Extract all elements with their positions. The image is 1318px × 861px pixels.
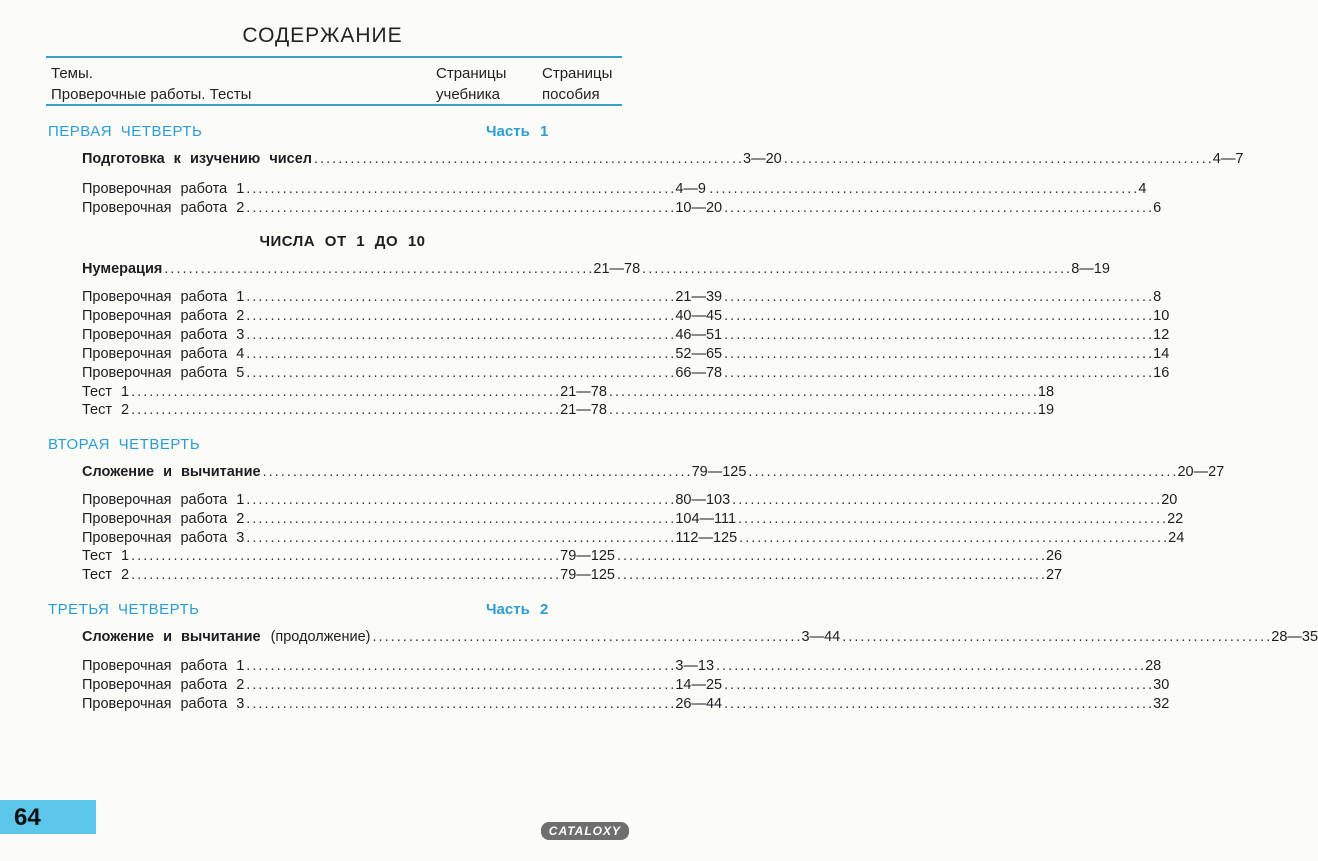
manual-pages: 4 [1138,181,1147,197]
page-number: 64 [14,804,41,831]
textbook-pages: 21—78 [593,261,641,277]
page-number-tab [0,800,96,834]
manual-pages: 12 [1153,327,1170,343]
entry-title: Проверочная работа 2 [82,677,245,693]
manual-pages: 18 [1037,384,1055,400]
leader-dots [746,464,1177,480]
entry-note: (продолжение) [270,629,371,645]
textbook-pages: 3—13 [675,658,715,674]
textbook-header-line2: учебника [436,86,500,103]
quarter-2-heading: ВТОРАЯ ЧЕТВЕРТЬ [48,436,201,453]
manual-pages: 28—35 [1271,629,1318,645]
manual-pages: 22 [1167,511,1184,527]
manual-pages: 4—7 [1212,151,1244,167]
manual-pages: 10 [1153,308,1170,324]
toc-entry[interactable] [82,200,1162,219]
textbook-pages-header [436,63,506,105]
leader-dots [244,346,675,362]
leader-dots [244,696,675,712]
leader-dots [722,677,1153,693]
textbook-pages: 21—39 [675,289,723,305]
leader-dots [244,365,675,381]
toc-entry[interactable] [82,151,1244,170]
toc-entry[interactable] [82,261,1110,280]
leader-dots [607,384,1038,400]
watermark-logo: CATALOXY [541,822,629,840]
leader-dots [722,696,1153,712]
textbook-pages: 79—125 [560,548,615,564]
manual-pages: 30 [1153,677,1170,693]
toc-entry[interactable] [82,629,1318,648]
toc-entry[interactable] [82,492,1178,511]
leader-dots [129,567,560,583]
toc-entry[interactable] [82,402,1055,421]
manual-pages: 19 [1037,402,1055,418]
toc-entry[interactable] [82,511,1184,530]
textbook-pages: 112—125 [675,530,738,546]
toc-entry[interactable] [82,365,1170,384]
entry-title: Проверочная работа 2 [82,511,245,527]
toc-entry[interactable] [82,696,1170,715]
manual-pages: 16 [1153,365,1170,381]
entry-title: Проверочная работа 1 [82,289,245,305]
entry-title: Тест 2 [82,402,130,418]
leader-dots [722,289,1153,305]
toc-entry[interactable] [82,464,1225,483]
leader-dots [615,548,1046,564]
textbook-pages: 104—111 [675,511,737,527]
entry-title: Проверочная работа 1 [82,181,245,197]
quarter-3-heading: ТРЕТЬЯ ЧЕТВЕРТЬ [48,601,200,618]
manual-pages: 6 [1153,200,1162,216]
manual-header-line1: Страницы [542,65,613,82]
textbook-header-line1: Страницы [436,65,507,82]
leader-dots [722,365,1153,381]
topics-header-line1: Темы. [51,65,93,82]
leader-dots [244,200,675,216]
entry-title: Сложение и вычитание [82,464,261,480]
leader-dots [244,511,675,527]
leader-dots [244,677,675,693]
leader-dots [722,200,1153,216]
textbook-pages: 3—44 [801,629,841,645]
entry-title: Проверочная работа 3 [82,696,245,712]
entry-title: Проверочная работа 2 [82,200,245,216]
leader-dots [782,151,1213,167]
leader-dots [244,181,675,197]
leader-dots [261,464,692,480]
leader-dots [244,492,675,508]
leader-dots [244,530,675,546]
textbook-pages: 26—44 [675,696,723,712]
manual-header-line2: пособия [542,86,600,103]
entry-title: Проверочная работа 3 [82,327,245,343]
textbook-pages: 4—9 [675,181,706,197]
textbook-pages: 79—125 [691,464,747,480]
toc-entry[interactable] [82,327,1170,346]
toc-entry[interactable] [82,677,1170,696]
leader-dots [730,492,1161,508]
leader-dots [312,151,743,167]
toc-entry[interactable] [82,567,1063,586]
textbook-pages: 21—78 [560,384,607,400]
manual-pages: 24 [1168,530,1185,546]
entry-title: Сложение и вычитание [82,629,261,645]
leader-dots [737,530,1168,546]
leader-dots [615,567,1046,583]
textbook-pages: 21—78 [560,402,607,418]
textbook-pages: 52—65 [675,346,723,362]
leader-dots [129,402,560,418]
manual-pages: 8—19 [1071,261,1110,277]
entry-title: Подготовка к изучению чисел [82,151,313,167]
toc-entry[interactable] [82,658,1162,677]
leader-dots [640,261,1071,277]
leader-dots [607,402,1038,418]
topics-header [51,63,251,105]
manual-pages: 32 [1153,696,1170,712]
quarter-1-heading: ПЕРВАЯ ЧЕТВЕРТЬ [48,123,203,140]
toc-entry[interactable] [82,181,1147,200]
textbook-pages: 46—51 [675,327,723,343]
part-1-label: Часть 1 [486,123,549,140]
entry-title: Проверочная работа 1 [82,492,245,508]
manual-pages: 26 [1045,548,1063,564]
leader-dots [370,629,801,645]
leader-dots [244,308,675,324]
leader-dots [162,261,593,277]
toc-entry[interactable] [82,308,1170,327]
manual-pages-header [542,63,612,105]
textbook-pages: 80—103 [675,492,731,508]
leader-dots [244,658,675,674]
leader-dots [244,327,675,343]
textbook-pages: 10—20 [675,200,723,216]
manual-pages: 20—27 [1177,464,1225,480]
toc-entry[interactable] [82,530,1185,549]
leader-dots [722,346,1153,362]
textbook-pages: 14—25 [675,677,723,693]
entry-title: Тест 2 [82,567,130,583]
toc-entry[interactable] [82,548,1063,567]
toc-entry[interactable] [82,346,1170,365]
entry-title: Нумерация [82,261,163,277]
manual-pages: 20 [1161,492,1178,508]
entry-title: Тест 1 [82,384,130,400]
textbook-pages: 66—78 [675,365,723,381]
leader-dots [722,327,1153,343]
manual-pages: 27 [1045,567,1063,583]
textbook-pages: 40—45 [675,308,723,324]
leader-dots [707,181,1138,197]
entry-title: Проверочная работа 1 [82,658,245,674]
manual-pages: 14 [1153,346,1170,362]
textbook-pages: 79—125 [560,567,615,583]
toc-entry[interactable] [82,289,1162,308]
manual-pages: 8 [1153,289,1162,305]
entry-title: Проверочная работа 4 [82,346,245,362]
entry-title: Проверочная работа 5 [82,365,245,381]
leader-dots [736,511,1167,527]
leader-dots [129,384,560,400]
page-title: СОДЕРЖАНИЕ [242,24,403,47]
toc-entry[interactable] [82,384,1055,403]
textbook-pages: 3—20 [743,151,782,167]
leader-dots [840,629,1271,645]
manual-pages: 28 [1145,658,1162,674]
section-band-heading: ЧИСЛА ОТ 1 ДО 10 [259,233,426,250]
column-header [46,56,622,106]
entry-title: Проверочная работа 2 [82,308,245,324]
entry-title: Тест 1 [82,548,130,564]
part-2-label: Часть 2 [486,601,549,618]
leader-dots [714,658,1145,674]
leader-dots [722,308,1153,324]
entry-title: Проверочная работа 3 [82,530,245,546]
leader-dots [129,548,560,564]
leader-dots [244,289,675,305]
topics-header-line2: Проверочные работы. Тесты [51,86,252,103]
